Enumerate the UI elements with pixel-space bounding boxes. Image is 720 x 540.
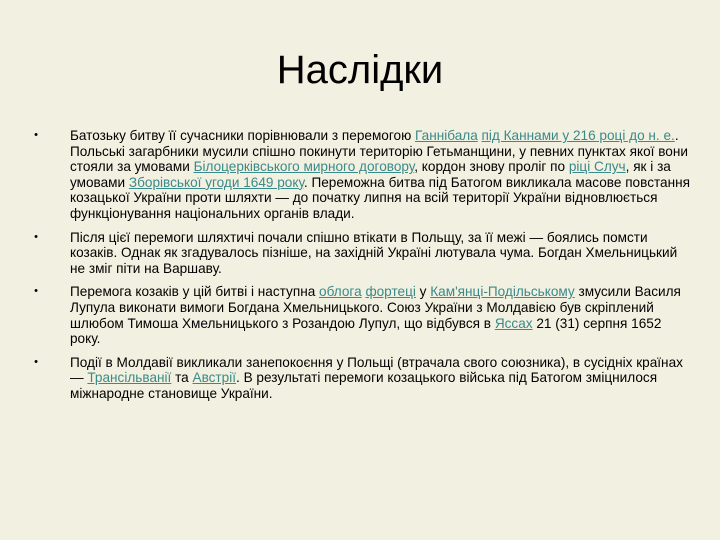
text-segment: . Польські загарбники мусили спішно покинути територію Гетьманщини, у певних пунктах якої вони стояли за умовами [70, 128, 688, 175]
hyperlink[interactable]: облога [319, 284, 362, 300]
bullet-text [70, 355, 690, 402]
bullet-item [30, 284, 690, 346]
bullet-item [30, 355, 690, 402]
text-segment: змусили Василя Лупула виконати вимоги Богдана Хмельницького. Союз України з Молдавією був скріплений шлюбом Тимоша Хмельницького з Розандою Лупул, що відбувся в [70, 284, 681, 331]
bullet-marker: • [34, 129, 38, 141]
text-segment: . Переможна битва під Батогом викликала масове повстання козацької України проти шляхти — до початку липня на всій території України відновлюється функціонування національних органів влади. [70, 174, 690, 221]
hyperlink[interactable]: Ганнібала [415, 128, 478, 143]
bullet-marker: • [34, 285, 38, 298]
hyperlink[interactable]: Зборівської угоди 1649 року [128, 174, 304, 190]
bullet-marker: • [34, 230, 38, 243]
hyperlink[interactable]: Трансільванії [87, 370, 172, 386]
bullet-list [30, 128, 690, 402]
text-segment: . В результаті перемоги козацького війська під Батогом зміцнилося міжнародне становище України. [70, 370, 658, 401]
bullet-item [30, 128, 690, 222]
text-segment: у [415, 284, 431, 300]
bullet-text [70, 128, 690, 222]
text-segment: Після цієї перемоги шляхтичі почали спішно втікати в Польщу, за її межі — боялись помсти козаків. Однак як згадувалось пізніше, на західній Україні лютувала чума. Богдан Хмельницький не зміг піти на Варшаву. [70, 229, 678, 276]
text-segment: , кордон знову проліг по [414, 159, 569, 175]
text-segment: та [171, 370, 193, 386]
bullet-text [70, 230, 690, 277]
bullet-item [30, 230, 690, 277]
hyperlink[interactable]: Австрії [192, 370, 237, 386]
text-segment: Події в Молдавії викликали занепокоєння у Польщі (втрачала свого союзника), в сусідніх країнах — [70, 354, 683, 386]
text-segment: 21 (31) серпня 1652 року. [70, 315, 662, 347]
bullet-marker: • [34, 355, 38, 368]
text-segment: Перемога козаків у цій битві і наступна [70, 284, 320, 300]
hyperlink[interactable]: Білоцерківського мирного договору [193, 159, 415, 175]
hyperlink[interactable]: ріці Случ [568, 159, 626, 175]
hyperlink[interactable]: Яссах [494, 315, 533, 331]
hyperlink[interactable]: фортеці [365, 284, 416, 300]
bullet-text [70, 284, 690, 346]
hyperlink[interactable]: Кам'янці-Подільському [430, 284, 575, 300]
slide-title: Наслідки [276, 48, 444, 92]
text-segment: , як і за умовами [70, 159, 671, 190]
text-segment: Батозьку битву її сучасники порівнювали з перемогою [70, 128, 416, 143]
hyperlink[interactable]: під Каннами у 216 році до н. е. [481, 128, 675, 143]
